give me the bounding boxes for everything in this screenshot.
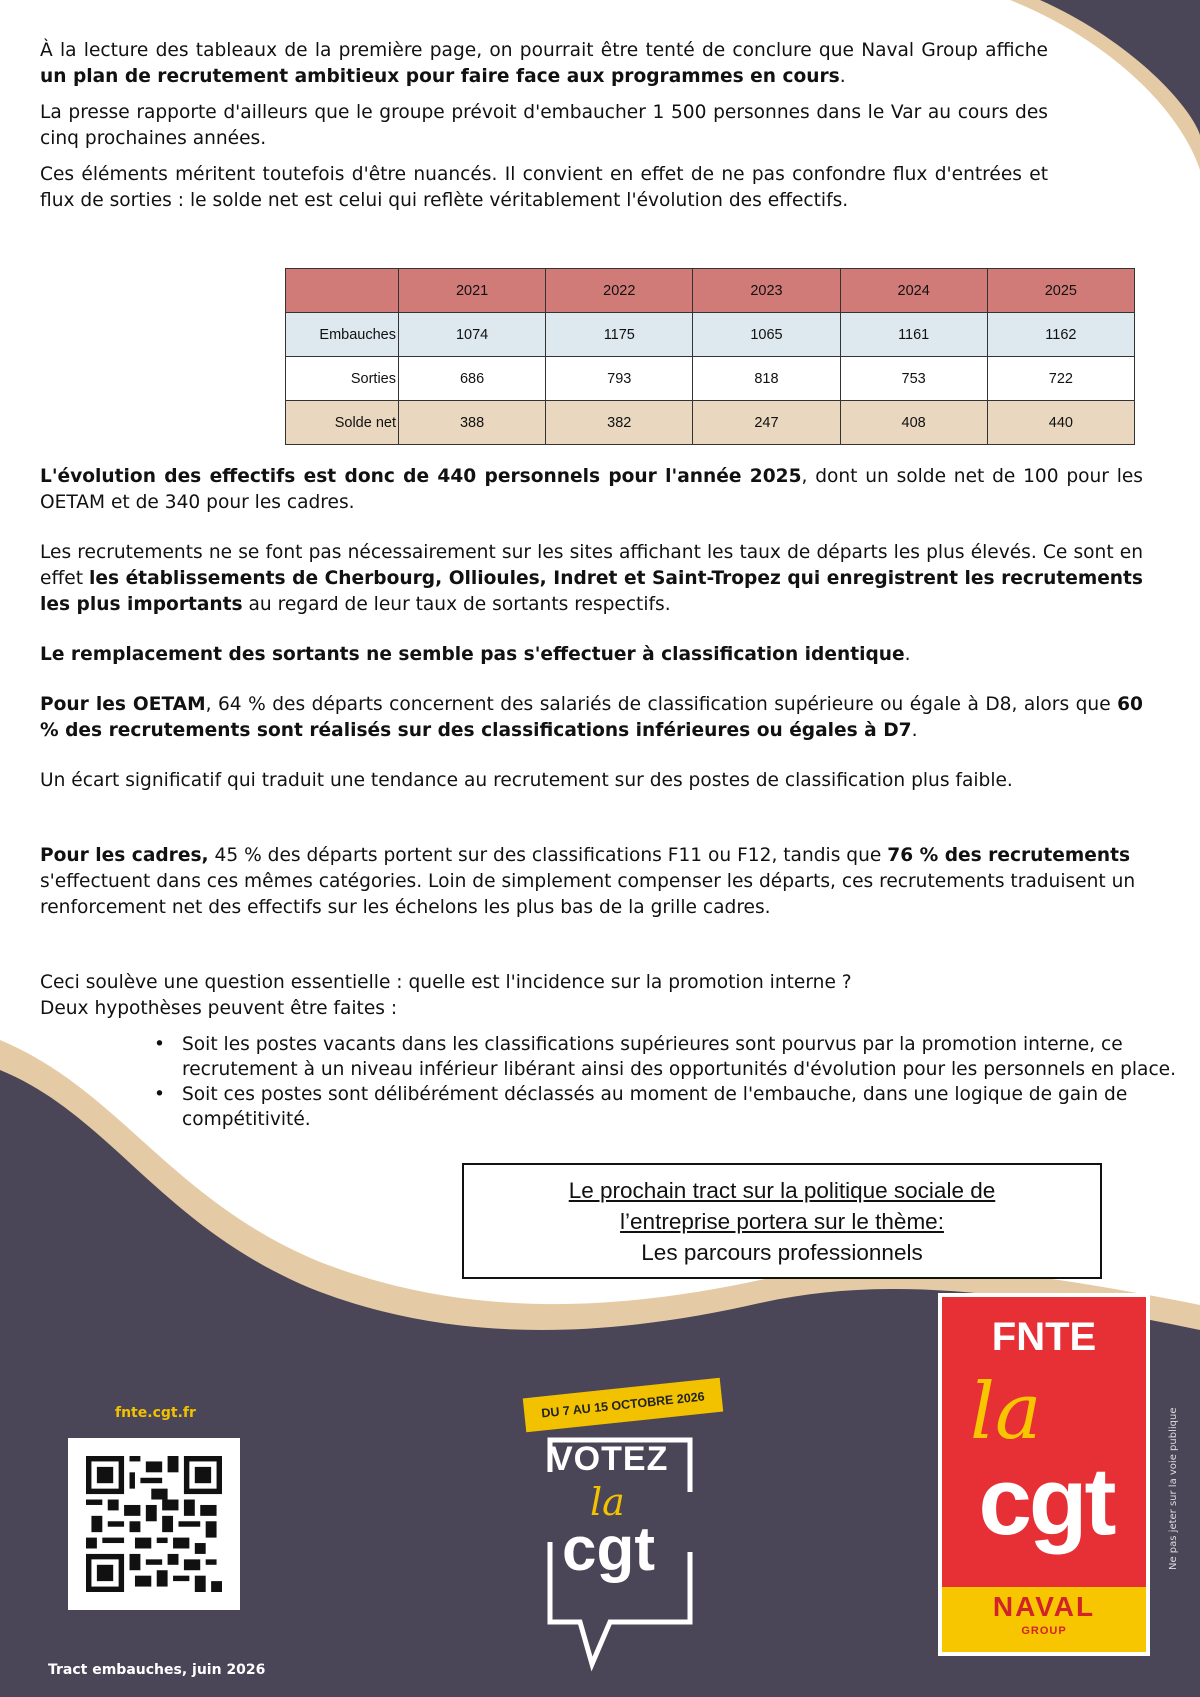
recruitment-table (285, 268, 1135, 445)
row-label: Solde net (286, 401, 399, 445)
year-header: 2024 (840, 269, 987, 313)
oetam-paragraph: Pour les OETAM, 64 % des départs concernent des salariés de classification supérieure ou égale à D8, alors que 60 % des recrutements sont réalisés sur des classifications inférieures ou égales à D7. (40, 694, 1143, 741)
row-label: Sorties (286, 357, 399, 401)
table-corner-cell (286, 269, 399, 313)
logo-naval-text: NAVAL (992, 1591, 1096, 1622)
table-cell: 1162 (987, 313, 1134, 357)
list-item: • Soit les postes vacants dans les classifications supérieures sont pourvus par la promotion interne, ce recrutement à un niveau inférieur libérant ainsi des opportunités d'évolution pour les personnels en place. (150, 1032, 1180, 1082)
table-cell: 247 (693, 401, 840, 445)
cadres-paragraph: Pour les cadres, 45 % des départs portent sur des classifications F11 ou F12, tandis que 76 % des recrutements s'effectuent dans ces mêmes catégories. Loin de simplement compenser les départs, ces recrutements traduisent un renforcement net des effectifs sur les échelons les plus bas de la grille cadres. (40, 845, 1136, 918)
table-cell: 793 (546, 357, 693, 401)
next-tract-theme: Les parcours professionnels (641, 1240, 923, 1265)
table-cell: 408 (840, 401, 987, 445)
table-cell: 686 (399, 357, 546, 401)
row-label: Embauches (286, 313, 399, 357)
qr-code[interactable] (68, 1438, 240, 1610)
fnte-cgt-naval-logo (938, 1293, 1150, 1656)
question-line: Ceci soulève une question essentielle : quelle est l'incidence sur la promotion interne ? (40, 972, 852, 993)
table-row-embauches (286, 313, 1135, 357)
remplacement-paragraph: Le remplacement des sortants ne semble pas s'effectuer à classification identique. (40, 644, 911, 665)
table-cell: 1161 (840, 313, 987, 357)
table-cell: 753 (840, 357, 987, 401)
ecart-paragraph: Un écart significatif qui traduit une tendance au recrutement sur des postes de classification plus faible. (40, 770, 1013, 791)
table-row-solde-net (286, 401, 1135, 445)
intro-paragraph-1: À la lecture des tableaux de la première page, on pourrait être tenté de conclure que Naval Group affiche un plan de recrutement ambitieux pour faire face aux programmes en cours. (40, 40, 1048, 87)
table-cell: 388 (399, 401, 546, 445)
recrutements-sites-paragraph: Les recrutements ne se font pas nécessairement sur les sites affichant les taux de départs les plus élevés. Ce sont en effet les établissements de Cherbourg, Ollioules, Indret et Saint-Tropez qui enregistrent les recrutements les plus importants au regard de leur taux de sortants respectifs. (40, 542, 1143, 615)
table-cell: 440 (987, 401, 1134, 445)
vote-dates-banner: DU 7 AU 15 OCTOBRE 2026 (523, 1378, 723, 1433)
next-tract-line: l’entreprise portera sur le thème: (620, 1209, 944, 1234)
year-header: 2022 (546, 269, 693, 313)
next-tract-line: Le prochain tract sur la politique sociale de (568, 1178, 996, 1203)
year-header: 2021 (399, 269, 546, 313)
side-note: Ne pas jeter sur la voie publique (1168, 1407, 1179, 1570)
qr-code-icon (86, 1456, 222, 1592)
table-cell: 382 (546, 401, 693, 445)
placeholder-panel (262, 1425, 486, 1495)
votez-text: VOTEZ (550, 1440, 669, 1478)
year-header: 2023 (693, 269, 840, 313)
table-cell: 722 (987, 357, 1134, 401)
vote-cgt-text: cgt (562, 1515, 655, 1584)
table-cell: 1074 (399, 313, 546, 357)
vote-cgt-logo (520, 1388, 720, 1678)
table-cell: 1065 (693, 313, 840, 357)
logo-la-text: la (970, 1367, 1042, 1457)
logo-fnte-text: FNTE (991, 1315, 1097, 1359)
table-cell: 1175 (546, 313, 693, 357)
footer-caption: Tract embauches, juin 2026 (48, 1662, 266, 1678)
list-item: • Soit ces postes sont délibérément déclassés au moment de l'embauche, dans une logique de gain de compétitivité. (150, 1082, 1180, 1132)
hypotheses-list (150, 1032, 1180, 1132)
table-row-sorties (286, 357, 1135, 401)
logo-naval-band (942, 1587, 1146, 1652)
website-link[interactable]: fnte.cgt.fr (115, 1405, 196, 1421)
logo-cgt-text: cgt (978, 1448, 1114, 1555)
hypotheses-line: Deux hypothèses peuvent être faites : (40, 998, 398, 1019)
vote-la-text: la (590, 1480, 625, 1524)
logo-group-text: GROUP (1021, 1625, 1067, 1637)
year-header: 2025 (987, 269, 1134, 313)
intro-paragraph-2: La presse rapporte d'ailleurs que le groupe prévoit d'embaucher 1 500 personnes dans le Var au cours des cinq prochaines années. (40, 102, 1048, 149)
logo-red-panel (942, 1297, 1146, 1652)
table-cell: 818 (693, 357, 840, 401)
table-header-row (286, 269, 1135, 313)
intro-paragraph-3: Ces éléments méritent toutefois d'être nuancés. Il convient en effet de ne pas confondre flux d'entrées et flux de sorties : le solde net est celui qui reflète véritablement l'évolution des effectifs. (40, 164, 1048, 211)
next-tract-box (462, 1163, 1102, 1279)
effectifs-paragraph: L'évolution des effectifs est donc de 440 personnels pour l'année 2025, dont un solde net de 100 pour les OETAM et de 340 pour les cadres. (40, 466, 1143, 513)
